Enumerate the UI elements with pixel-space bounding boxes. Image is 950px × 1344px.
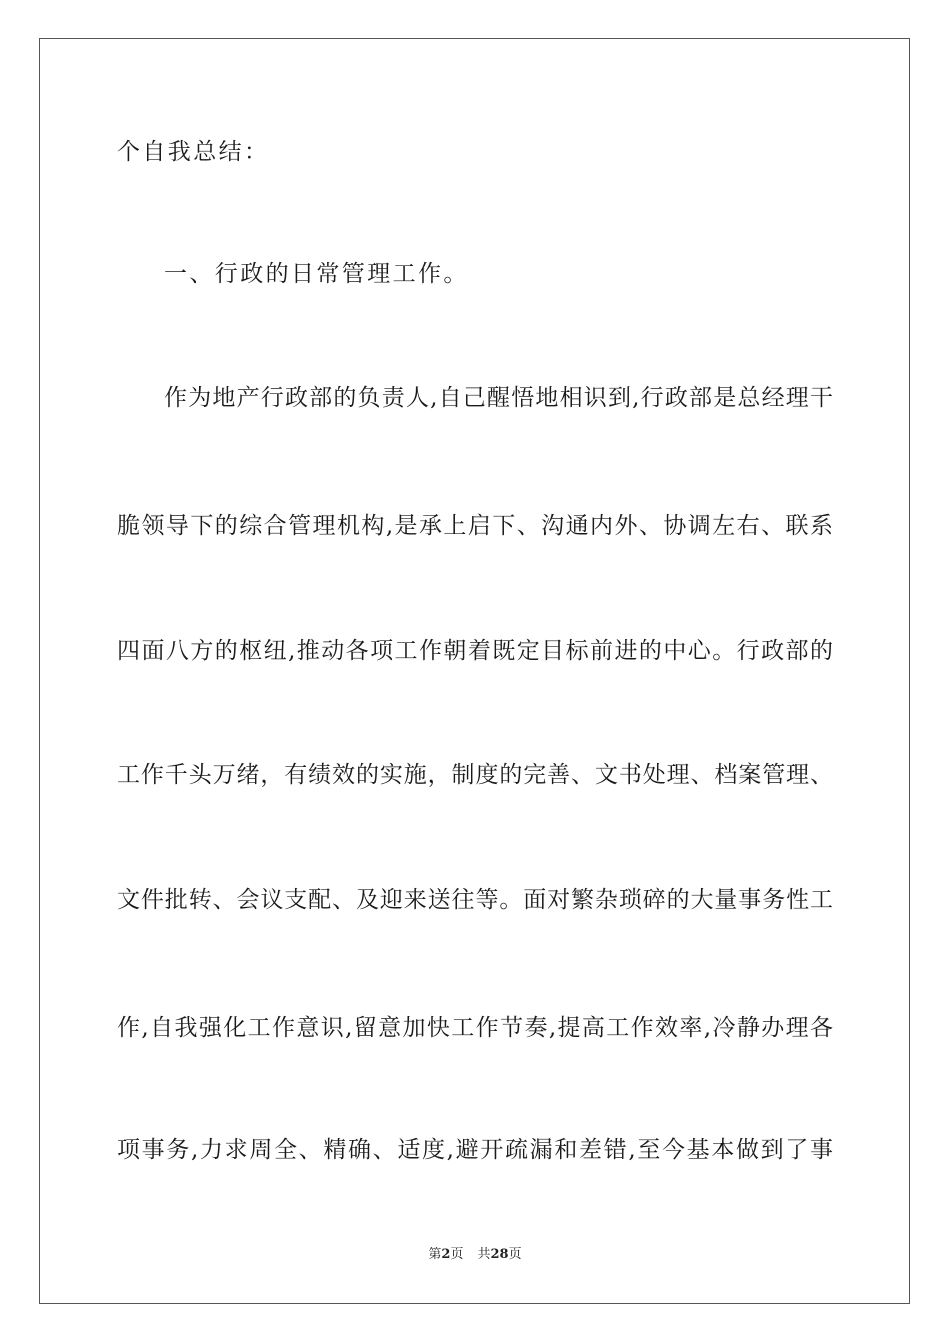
total-suffix: 页 — [508, 1247, 522, 1262]
text-line-4: 脆领导下的综合管理机构,是承上启下、沟通内外、协调左右、联系 — [117, 513, 833, 539]
text-line-8: 作,自我强化工作意识,留意加快工作节奏,提高工作效率,冷静办理各 — [117, 1015, 833, 1041]
text-line-5: 四面八方的枢纽,推动各项工作朝着既定目标前进的中心。行政部的 — [117, 638, 833, 664]
page-suffix: 页 — [450, 1247, 464, 1262]
page-footer — [0, 1246, 950, 1264]
page-prefix: 第 — [428, 1247, 442, 1262]
page-number: 2 — [441, 1247, 451, 1262]
page-border — [39, 38, 910, 1304]
text-line-1: 个自我总结： — [117, 139, 270, 165]
text-line-3: 作为地产行政部的负责人,自己醒悟地相识到,行政部是总经理干 — [164, 385, 833, 411]
text-line-9: 项事务,力求周全、精确、适度,避开疏漏和差错,至今基本做到了事 — [117, 1137, 833, 1163]
total-pages: 28 — [490, 1247, 509, 1262]
section-heading: 一、行政的日常管理工作。 — [164, 261, 469, 287]
total-prefix: 共 — [477, 1247, 491, 1262]
text-line-7: 文件批转、会议支配、及迎来送往等。面对繁杂琐碎的大量事务性工 — [117, 887, 833, 913]
text-line-6: 工作千头万绪，有绩效的实施，制度的完善、文书处理、档案管理、 — [117, 762, 833, 788]
